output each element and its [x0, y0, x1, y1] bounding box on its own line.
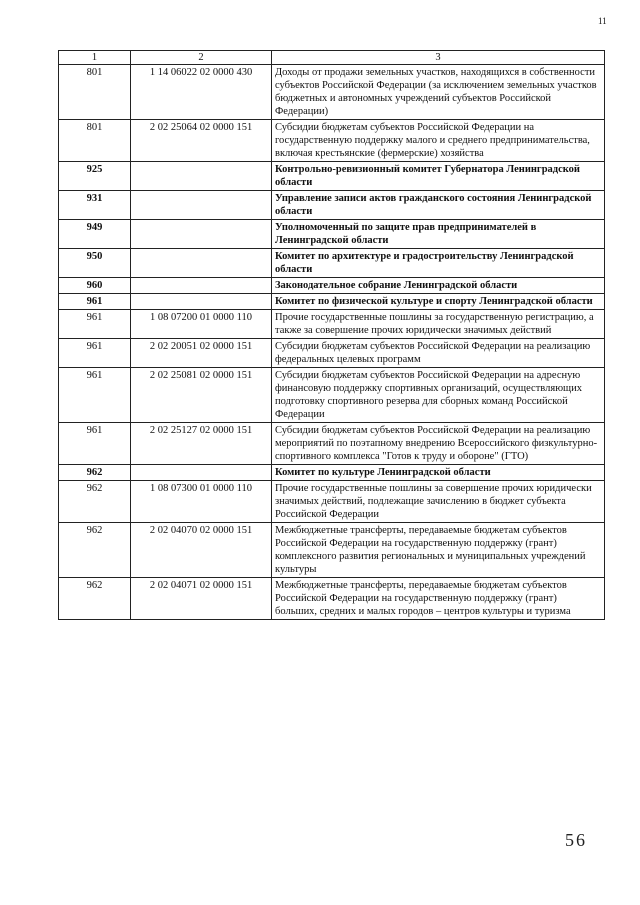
organization-row	[59, 278, 605, 294]
revenue-code-cell	[131, 249, 272, 278]
description-cell: Контрольно-ревизионный комитет Губернатора Ленинградской области	[272, 162, 605, 191]
organization-row	[59, 294, 605, 310]
revenue-code-cell	[131, 294, 272, 310]
page-number: 11	[598, 16, 607, 26]
revenue-code-cell	[131, 191, 272, 220]
organization-row	[59, 162, 605, 191]
revenue-code-cell: 2 02 04070 02 0000 151	[131, 523, 272, 578]
table-row	[59, 578, 605, 620]
admin-code-cell: 931	[59, 191, 131, 220]
admin-code-cell: 961	[59, 294, 131, 310]
column-header-3: 3	[272, 51, 605, 65]
description-cell: Прочие государственные пошлины за государственную регистрацию, а также за совершение прочих юридически значимых действий	[272, 310, 605, 339]
description-cell: Субсидии бюджетам субъектов Российской Федерации на реализацию мероприятий по поэтапному внедрению Всероссийского физкультурно-спортивного комплекса "Готов к труду и обороне" (ГТО)	[272, 423, 605, 465]
admin-code-cell: 962	[59, 481, 131, 523]
admin-code-cell: 962	[59, 465, 131, 481]
organization-row	[59, 191, 605, 220]
description-cell: Управление записи актов гражданского состояния Ленинградской области	[272, 191, 605, 220]
description-cell: Доходы от продажи земельных участков, находящихся в собственности субъектов Российской Федерации (за исключением земельных участков бюджетных и автономных учреждений субъектов Российской Федерации)	[272, 65, 605, 120]
admin-code-cell: 925	[59, 162, 131, 191]
column-header-2: 2	[131, 51, 272, 65]
description-cell: Комитет по физической культуре и спорту Ленинградской области	[272, 294, 605, 310]
admin-code-cell: 960	[59, 278, 131, 294]
table-row	[59, 65, 605, 120]
admin-code-cell: 961	[59, 368, 131, 423]
admin-code-cell: 950	[59, 249, 131, 278]
description-cell: Субсидии бюджетам субъектов Российской Федерации на адресную финансовую поддержку спортивных организаций, осуществляющих подготовку спортивного резерва для сборных команд Российской Федерации	[272, 368, 605, 423]
revenue-code-cell: 2 02 04071 02 0000 151	[131, 578, 272, 620]
description-cell: Прочие государственные пошлины за совершение прочих юридически значимых действий, подлежащие зачислению в бюджет субъекта Российской Федерации	[272, 481, 605, 523]
admin-code-cell: 801	[59, 65, 131, 120]
revenue-codes-table	[58, 50, 605, 620]
description-cell: Законодательное собрание Ленинградской области	[272, 278, 605, 294]
description-cell: Комитет по культуре Ленинградской области	[272, 465, 605, 481]
revenue-code-cell: 1 08 07200 01 0000 110	[131, 310, 272, 339]
table-row	[59, 339, 605, 368]
admin-code-cell: 961	[59, 339, 131, 368]
table-body	[59, 65, 605, 620]
revenue-code-cell: 2 02 25064 02 0000 151	[131, 120, 272, 162]
revenue-code-cell: 1 14 06022 02 0000 430	[131, 65, 272, 120]
description-cell: Субсидии бюджетам субъектов Российской Федерации на государственную поддержку малого и среднего предпринимательства, включая крестьянские (фермерские) хозяйства	[272, 120, 605, 162]
description-cell: Уполномоченный по защите прав предпринимателей в Ленинградской области	[272, 220, 605, 249]
organization-row	[59, 249, 605, 278]
table-row	[59, 310, 605, 339]
admin-code-cell: 801	[59, 120, 131, 162]
description-cell: Комитет по архитектуре и градостроительству Ленинградской области	[272, 249, 605, 278]
revenue-code-cell	[131, 278, 272, 294]
revenue-code-cell	[131, 162, 272, 191]
admin-code-cell: 962	[59, 578, 131, 620]
description-cell: Межбюджетные трансферты, передаваемые бюджетам субъектов Российской Федерации на государственную поддержку (грант) комплексного развития региональных и муниципальных учреждений культуры	[272, 523, 605, 578]
table-row	[59, 523, 605, 578]
admin-code-cell: 961	[59, 310, 131, 339]
description-cell: Субсидии бюджетам субъектов Российской Федерации на реализацию федеральных целевых программ	[272, 339, 605, 368]
admin-code-cell: 961	[59, 423, 131, 465]
table-row	[59, 368, 605, 423]
handwritten-page-number: 56	[565, 830, 587, 850]
revenue-code-cell: 2 02 25081 02 0000 151	[131, 368, 272, 423]
column-header-1: 1	[59, 51, 131, 65]
revenue-code-cell: 2 02 25127 02 0000 151	[131, 423, 272, 465]
organization-row	[59, 465, 605, 481]
table-row	[59, 423, 605, 465]
table-header-row	[59, 51, 605, 65]
description-cell: Межбюджетные трансферты, передаваемые бюджетам субъектов Российской Федерации на государственную поддержку (грант) больших, средних и малых городов – центров культуры и туризма	[272, 578, 605, 620]
revenue-code-cell: 1 08 07300 01 0000 110	[131, 481, 272, 523]
revenue-code-cell: 2 02 20051 02 0000 151	[131, 339, 272, 368]
admin-code-cell: 962	[59, 523, 131, 578]
table-row	[59, 481, 605, 523]
revenue-code-cell	[131, 465, 272, 481]
revenue-code-cell	[131, 220, 272, 249]
admin-code-cell: 949	[59, 220, 131, 249]
organization-row	[59, 220, 605, 249]
table-row	[59, 120, 605, 162]
